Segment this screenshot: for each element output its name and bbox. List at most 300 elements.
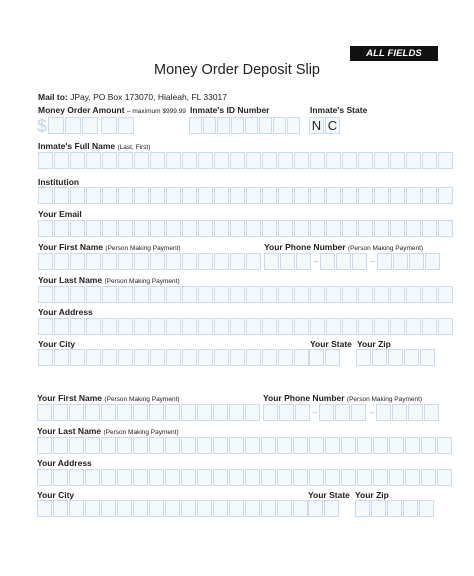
- last-name-field-2[interactable]: [37, 437, 453, 454]
- char-box[interactable]: [213, 469, 228, 486]
- char-box[interactable]: [166, 187, 181, 204]
- char-box[interactable]: [70, 253, 85, 270]
- char-box[interactable]: [230, 220, 245, 237]
- char-box[interactable]: [279, 404, 294, 421]
- char-box[interactable]: [166, 220, 181, 237]
- city-field-2[interactable]: [37, 500, 309, 517]
- amount-digit-box[interactable]: [48, 117, 64, 134]
- char-box[interactable]: [54, 187, 69, 204]
- char-box[interactable]: [296, 253, 311, 270]
- char-box[interactable]: [166, 349, 181, 366]
- char-box[interactable]: [133, 437, 148, 454]
- char-box[interactable]: [405, 469, 420, 486]
- char-box[interactable]: [293, 500, 308, 517]
- char-box[interactable]: [166, 286, 181, 303]
- char-box[interactable]: [213, 404, 228, 421]
- char-box[interactable]: [406, 187, 421, 204]
- char-box[interactable]: [54, 286, 69, 303]
- char-box[interactable]: [325, 437, 340, 454]
- char-box[interactable]: [230, 286, 245, 303]
- char-box[interactable]: [70, 318, 85, 335]
- char-box[interactable]: [229, 437, 244, 454]
- char-box[interactable]: [246, 152, 261, 169]
- char-box[interactable]: [133, 404, 148, 421]
- inmate-id-field[interactable]: [189, 117, 301, 134]
- char-box[interactable]: [325, 349, 340, 366]
- zip-field-1[interactable]: [356, 349, 436, 366]
- char-box[interactable]: [86, 220, 101, 237]
- phone-field-2[interactable]: [263, 404, 440, 421]
- first-name-field-1[interactable]: [38, 253, 262, 270]
- state-field-1[interactable]: [309, 349, 341, 366]
- char-box[interactable]: [278, 187, 293, 204]
- char-box[interactable]: [134, 349, 149, 366]
- char-box[interactable]: [182, 187, 197, 204]
- char-box[interactable]: [358, 187, 373, 204]
- char-box[interactable]: [214, 318, 229, 335]
- char-box[interactable]: [229, 500, 244, 517]
- char-box[interactable]: [134, 220, 149, 237]
- char-box[interactable]: [53, 404, 68, 421]
- char-box[interactable]: [85, 437, 100, 454]
- char-box[interactable]: [150, 318, 165, 335]
- char-box[interactable]: [342, 152, 357, 169]
- char-box[interactable]: [287, 117, 300, 134]
- char-box[interactable]: [261, 469, 276, 486]
- char-box[interactable]: [438, 187, 453, 204]
- amount-cents-box[interactable]: [118, 117, 134, 134]
- char-box[interactable]: [149, 469, 164, 486]
- char-box[interactable]: [438, 220, 453, 237]
- char-box[interactable]: [357, 437, 372, 454]
- amount-digit-box[interactable]: [82, 117, 98, 134]
- char-box[interactable]: [165, 437, 180, 454]
- phone-area-code[interactable]: [264, 253, 312, 270]
- char-box[interactable]: [166, 318, 181, 335]
- char-box[interactable]: [101, 500, 116, 517]
- char-box[interactable]: [273, 117, 286, 134]
- char-box[interactable]: [319, 404, 334, 421]
- char-box[interactable]: [374, 318, 389, 335]
- char-box[interactable]: [198, 318, 213, 335]
- char-box[interactable]: [358, 152, 373, 169]
- char-box[interactable]: [182, 220, 197, 237]
- char-box[interactable]: [245, 500, 260, 517]
- char-box[interactable]: [246, 220, 261, 237]
- char-box[interactable]: [38, 318, 53, 335]
- char-box[interactable]: [424, 404, 439, 421]
- char-box[interactable]: [422, 152, 437, 169]
- char-box[interactable]: [69, 404, 84, 421]
- char-box[interactable]: [421, 469, 436, 486]
- char-box[interactable]: [86, 286, 101, 303]
- char-box[interactable]: [230, 349, 245, 366]
- inmate-full-name-field[interactable]: [38, 152, 454, 169]
- char-box[interactable]: [405, 437, 420, 454]
- char-box[interactable]: [352, 253, 367, 270]
- char-box[interactable]: [86, 187, 101, 204]
- char-box[interactable]: [374, 152, 389, 169]
- char-box[interactable]: [118, 253, 133, 270]
- char-box[interactable]: [214, 253, 229, 270]
- char-box[interactable]: [150, 187, 165, 204]
- char-box[interactable]: [149, 404, 164, 421]
- char-box[interactable]: [310, 220, 325, 237]
- char-box[interactable]: [70, 152, 85, 169]
- char-box[interactable]: [197, 437, 212, 454]
- last-name-field-1[interactable]: [38, 286, 454, 303]
- char-box[interactable]: [261, 437, 276, 454]
- char-box[interactable]: [197, 404, 212, 421]
- char-box[interactable]: [409, 253, 424, 270]
- char-box[interactable]: [102, 286, 117, 303]
- char-box[interactable]: [118, 220, 133, 237]
- char-box[interactable]: [182, 286, 197, 303]
- char-box[interactable]: [422, 286, 437, 303]
- char-box[interactable]: [165, 469, 180, 486]
- char-box[interactable]: [408, 404, 423, 421]
- char-box[interactable]: [181, 404, 196, 421]
- char-box[interactable]: [230, 318, 245, 335]
- char-box[interactable]: [69, 500, 84, 517]
- first-name-field-2[interactable]: [37, 404, 261, 421]
- char-box[interactable]: [261, 500, 276, 517]
- char-box[interactable]: [422, 220, 437, 237]
- char-box[interactable]: [294, 349, 309, 366]
- char-box[interactable]: [280, 253, 295, 270]
- char-box[interactable]: [295, 404, 310, 421]
- char-box[interactable]: [150, 253, 165, 270]
- char-box[interactable]: [376, 404, 391, 421]
- char-box[interactable]: [217, 117, 230, 134]
- char-box[interactable]: [246, 253, 261, 270]
- char-box[interactable]: [38, 187, 53, 204]
- char-box[interactable]: [54, 152, 69, 169]
- char-box[interactable]: [54, 253, 69, 270]
- char-box[interactable]: [342, 286, 357, 303]
- char-box[interactable]: [387, 500, 402, 517]
- char-box[interactable]: [101, 437, 116, 454]
- char-box[interactable]: [422, 318, 437, 335]
- char-box[interactable]: [150, 286, 165, 303]
- phone-prefix[interactable]: [320, 253, 368, 270]
- address-field-1[interactable]: [38, 318, 454, 335]
- char-box[interactable]: [101, 469, 116, 486]
- char-box[interactable]: [117, 437, 132, 454]
- char-box[interactable]: [246, 318, 261, 335]
- char-box[interactable]: [277, 500, 292, 517]
- char-box[interactable]: [373, 437, 388, 454]
- char-box[interactable]: [230, 253, 245, 270]
- char-box[interactable]: [149, 500, 164, 517]
- char-box[interactable]: [389, 437, 404, 454]
- amount-cents-box[interactable]: [101, 117, 117, 134]
- char-box[interactable]: [326, 152, 341, 169]
- char-box[interactable]: [326, 318, 341, 335]
- char-box[interactable]: [310, 187, 325, 204]
- char-box[interactable]: [198, 220, 213, 237]
- char-box[interactable]: [70, 349, 85, 366]
- char-box[interactable]: [182, 152, 197, 169]
- char-box[interactable]: [406, 286, 421, 303]
- char-box[interactable]: [102, 152, 117, 169]
- char-box[interactable]: [102, 220, 117, 237]
- inmate-state-field[interactable]: [309, 117, 341, 134]
- char-box[interactable]: [406, 318, 421, 335]
- char-box[interactable]: [358, 286, 373, 303]
- char-box[interactable]: [263, 404, 278, 421]
- char-box[interactable]: [38, 349, 53, 366]
- char-box[interactable]: [214, 220, 229, 237]
- char-box[interactable]: [165, 500, 180, 517]
- char-box[interactable]: [324, 500, 339, 517]
- institution-field[interactable]: [38, 187, 454, 204]
- char-box[interactable]: [374, 187, 389, 204]
- char-box[interactable]: [118, 152, 133, 169]
- char-box[interactable]: [69, 469, 84, 486]
- char-box[interactable]: [341, 437, 356, 454]
- char-box[interactable]: [262, 152, 277, 169]
- char-box[interactable]: [309, 469, 324, 486]
- city-field-1[interactable]: [38, 349, 310, 366]
- char-box[interactable]: [326, 220, 341, 237]
- char-box[interactable]: [198, 286, 213, 303]
- char-box[interactable]: [374, 220, 389, 237]
- char-box[interactable]: [197, 469, 212, 486]
- char-box[interactable]: [437, 437, 452, 454]
- char-box[interactable]: [278, 318, 293, 335]
- char-box[interactable]: [181, 437, 196, 454]
- char-box[interactable]: [341, 469, 356, 486]
- amount-digit-box[interactable]: [65, 117, 81, 134]
- char-box[interactable]: [278, 349, 293, 366]
- char-box[interactable]: [101, 404, 116, 421]
- char-box[interactable]: [37, 437, 52, 454]
- char-box[interactable]: [342, 220, 357, 237]
- phone-line-number[interactable]: [376, 404, 440, 421]
- char-box[interactable]: [262, 318, 277, 335]
- char-box[interactable]: [358, 220, 373, 237]
- char-box[interactable]: [165, 404, 180, 421]
- char-box[interactable]: [38, 286, 53, 303]
- char-box[interactable]: [403, 500, 418, 517]
- char-box[interactable]: [390, 286, 405, 303]
- char-box[interactable]: [438, 286, 453, 303]
- char-box[interactable]: [118, 286, 133, 303]
- char-box[interactable]: [294, 286, 309, 303]
- char-box[interactable]: [118, 318, 133, 335]
- char-box[interactable]: [390, 152, 405, 169]
- char-box[interactable]: [150, 220, 165, 237]
- char-box[interactable]: [37, 469, 52, 486]
- char-box[interactable]: [294, 318, 309, 335]
- char-box[interactable]: [133, 469, 148, 486]
- char-box[interactable]: [246, 349, 261, 366]
- char-box[interactable]: [150, 349, 165, 366]
- char-box[interactable]: [342, 318, 357, 335]
- char-box[interactable]: [134, 187, 149, 204]
- char-box[interactable]: [150, 152, 165, 169]
- char-box[interactable]: [351, 404, 366, 421]
- char-box[interactable]: [198, 349, 213, 366]
- char-box[interactable]: [422, 187, 437, 204]
- char-box[interactable]: [134, 318, 149, 335]
- char-box[interactable]: [86, 349, 101, 366]
- char-box[interactable]: [54, 349, 69, 366]
- char-box[interactable]: [245, 469, 260, 486]
- char-box[interactable]: [406, 152, 421, 169]
- char-box[interactable]: [393, 253, 408, 270]
- char-box[interactable]: [38, 152, 53, 169]
- char-box[interactable]: [389, 469, 404, 486]
- char-box[interactable]: [117, 469, 132, 486]
- char-box[interactable]: [342, 187, 357, 204]
- char-box[interactable]: [264, 253, 279, 270]
- char-box[interactable]: [336, 253, 351, 270]
- char-box[interactable]: [294, 220, 309, 237]
- char-box[interactable]: [149, 437, 164, 454]
- char-box[interactable]: [102, 253, 117, 270]
- char-box[interactable]: [37, 404, 52, 421]
- char-box[interactable]: [53, 437, 68, 454]
- char-box[interactable]: [133, 500, 148, 517]
- char-box[interactable]: [85, 469, 100, 486]
- char-box[interactable]: [309, 349, 324, 366]
- char-box[interactable]: [166, 253, 181, 270]
- char-box[interactable]: [229, 469, 244, 486]
- char-box[interactable]: [325, 469, 340, 486]
- char-box[interactable]: [181, 469, 196, 486]
- char-box[interactable]: [390, 187, 405, 204]
- char-box[interactable]: [86, 253, 101, 270]
- char-box[interactable]: [371, 500, 386, 517]
- char-box[interactable]: [373, 469, 388, 486]
- address-field-2[interactable]: [37, 469, 453, 486]
- phone-field-1[interactable]: [264, 253, 441, 270]
- char-box[interactable]: [294, 152, 309, 169]
- char-box[interactable]: [70, 187, 85, 204]
- zip-field-2[interactable]: [355, 500, 435, 517]
- char-box[interactable]: [214, 286, 229, 303]
- char-box[interactable]: [310, 286, 325, 303]
- char-box[interactable]: [320, 253, 335, 270]
- char-box[interactable]: [214, 187, 229, 204]
- char-box[interactable]: [230, 187, 245, 204]
- char-box[interactable]: [390, 318, 405, 335]
- char-box[interactable]: [38, 220, 53, 237]
- char-box[interactable]: [293, 469, 308, 486]
- char-box[interactable]: [392, 404, 407, 421]
- char-box[interactable]: [390, 220, 405, 237]
- char-box[interactable]: [117, 500, 132, 517]
- char-box[interactable]: [372, 349, 387, 366]
- char-box[interactable]: [377, 253, 392, 270]
- char-box[interactable]: [309, 437, 324, 454]
- char-box[interactable]: [335, 404, 350, 421]
- char-box[interactable]: [278, 152, 293, 169]
- char-box[interactable]: [259, 117, 272, 134]
- char-box[interactable]: [326, 187, 341, 204]
- char-box[interactable]: [262, 220, 277, 237]
- char-box[interactable]: [355, 500, 370, 517]
- char-box[interactable]: [198, 187, 213, 204]
- char-box[interactable]: [70, 220, 85, 237]
- char-box[interactable]: [118, 349, 133, 366]
- char-box[interactable]: [245, 117, 258, 134]
- char-box[interactable]: [189, 117, 202, 134]
- char-box[interactable]: [404, 349, 419, 366]
- char-box[interactable]: [357, 469, 372, 486]
- char-box[interactable]: [53, 500, 68, 517]
- char-box[interactable]: [181, 500, 196, 517]
- char-box[interactable]: [134, 253, 149, 270]
- char-box[interactable]: [388, 349, 403, 366]
- char-box[interactable]: [245, 437, 260, 454]
- char-box[interactable]: [229, 404, 244, 421]
- char-box[interactable]: [85, 500, 100, 517]
- char-box[interactable]: [134, 152, 149, 169]
- char-box[interactable]: [182, 253, 197, 270]
- char-box[interactable]: [246, 187, 261, 204]
- inmate-state-char-1[interactable]: N: [309, 117, 324, 134]
- char-box[interactable]: [326, 286, 341, 303]
- char-box[interactable]: [213, 500, 228, 517]
- char-box[interactable]: [308, 500, 323, 517]
- char-box[interactable]: [277, 469, 292, 486]
- char-box[interactable]: [231, 117, 244, 134]
- phone-area-code[interactable]: [263, 404, 311, 421]
- char-box[interactable]: [213, 437, 228, 454]
- char-box[interactable]: [134, 286, 149, 303]
- char-box[interactable]: [278, 286, 293, 303]
- state-field-2[interactable]: [308, 500, 340, 517]
- char-box[interactable]: [277, 437, 292, 454]
- char-box[interactable]: [54, 220, 69, 237]
- char-box[interactable]: [118, 187, 133, 204]
- char-box[interactable]: [102, 318, 117, 335]
- char-box[interactable]: [230, 152, 245, 169]
- char-box[interactable]: [262, 187, 277, 204]
- char-box[interactable]: [166, 152, 181, 169]
- char-box[interactable]: [37, 500, 52, 517]
- char-box[interactable]: [421, 437, 436, 454]
- char-box[interactable]: [86, 318, 101, 335]
- money-order-amount-field[interactable]: [48, 117, 135, 134]
- char-box[interactable]: [438, 152, 453, 169]
- char-box[interactable]: [198, 253, 213, 270]
- char-box[interactable]: [53, 469, 68, 486]
- char-box[interactable]: [310, 318, 325, 335]
- char-box[interactable]: [38, 253, 53, 270]
- char-box[interactable]: [102, 349, 117, 366]
- char-box[interactable]: [425, 253, 440, 270]
- char-box[interactable]: [356, 349, 371, 366]
- char-box[interactable]: [214, 349, 229, 366]
- char-box[interactable]: [245, 404, 260, 421]
- char-box[interactable]: [406, 220, 421, 237]
- char-box[interactable]: [358, 318, 373, 335]
- char-box[interactable]: [198, 152, 213, 169]
- char-box[interactable]: [294, 187, 309, 204]
- char-box[interactable]: [293, 437, 308, 454]
- char-box[interactable]: [262, 286, 277, 303]
- char-box[interactable]: [438, 318, 453, 335]
- char-box[interactable]: [420, 349, 435, 366]
- char-box[interactable]: [419, 500, 434, 517]
- char-box[interactable]: [70, 286, 85, 303]
- char-box[interactable]: [182, 318, 197, 335]
- char-box[interactable]: [374, 286, 389, 303]
